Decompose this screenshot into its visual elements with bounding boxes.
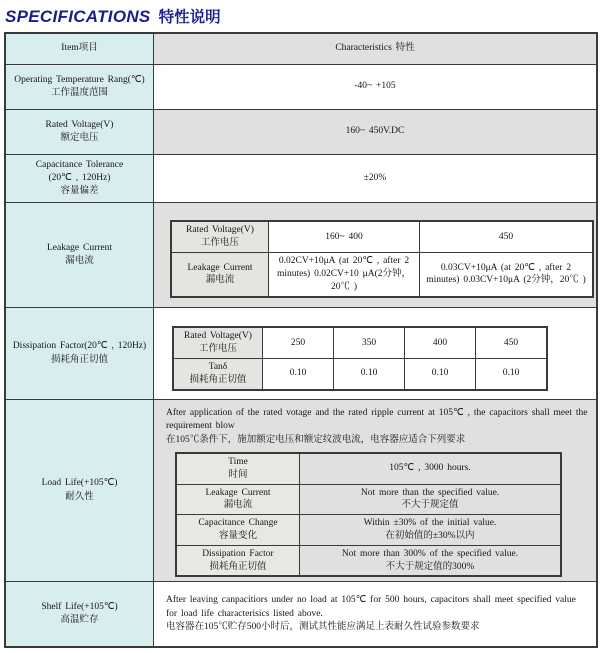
capacitance-tolerance-label-en: Capacitance Tolerance xyxy=(35,159,124,170)
leakage-nested-range1-cell: 160~ 400 xyxy=(269,221,420,252)
leakage-nested-header-label-en: Rated Voltage(V) xyxy=(186,225,254,236)
row-operating-temperature xyxy=(6,64,596,109)
row-rated-voltage xyxy=(6,109,596,154)
dissipation-voltage-cell: 350 xyxy=(334,327,405,358)
shelf-life-label-en: Shelf Life(+105℃) xyxy=(41,602,118,613)
leakage-current-value-cell xyxy=(154,203,596,307)
rated-voltage-label-zh: 额定电压 xyxy=(60,133,99,143)
page-title xyxy=(0,0,600,27)
load-life-intro xyxy=(166,407,588,447)
load-life-intro-zh: 在105℃条件下，施加额定电压和额定纹波电流，电容器应适合下列要求 xyxy=(166,434,466,445)
leakage-nested-range2-cell: 450 xyxy=(420,221,594,252)
operating-temperature-value: -40~ +105 xyxy=(354,81,396,92)
load-life-time-label-cell xyxy=(176,453,300,484)
dissipation-factor-label-en: Dissipation Factor(20℃ , 120Hz) xyxy=(12,341,147,352)
dissipation-voltage-cell: 400 xyxy=(405,327,476,358)
dissipation-factor-item-cell xyxy=(6,308,154,399)
capacitance-tolerance-label-zh: 容量偏差 xyxy=(60,186,99,197)
leakage-nested-row-label-cell xyxy=(171,253,269,297)
dissipation-tan-label-zh: 损耗角正切值 xyxy=(189,374,247,385)
row-capacitance-tolerance xyxy=(6,154,596,202)
load-life-item-cell xyxy=(6,400,154,581)
load-life-leakage-label-en: Leakage Current xyxy=(205,487,271,498)
shelf-life-text xyxy=(166,594,588,634)
dissipation-nested-header-label-en: Rated Voltage(V) xyxy=(184,331,252,342)
load-life-dissipation-value-zh: 不大于规定值的300% xyxy=(385,561,475,572)
load-life-dissipation-value-en: Not more than 300% of the specified value. xyxy=(341,548,519,559)
capacitance-tolerance-label-en2: (20℃ , 120Hz) xyxy=(48,172,111,183)
load-life-nested-table xyxy=(175,452,562,578)
load-life-label-zh: 耐久性 xyxy=(65,491,94,502)
header-item-cell xyxy=(6,34,154,64)
rated-voltage-label-en: Rated Voltage(V) xyxy=(45,119,114,130)
shelf-life-label-zh: 高温贮存 xyxy=(60,615,99,626)
shelf-life-text-zh: 电容器在105℃贮存500小时后，测试其性能应满足上表耐久性试验参数要求 xyxy=(166,622,480,633)
dissipation-nested-tan-row xyxy=(173,359,547,390)
operating-temperature-label-zh: 工作温度范围 xyxy=(50,88,108,98)
shelf-life-value-cell xyxy=(154,582,596,646)
load-life-leakage-label-zh: 漏电流 xyxy=(223,500,253,511)
page-title-en: SPECIFICATIONS xyxy=(5,7,151,26)
load-life-intro-en: After application of the rated votage and the rated ripple current at 105℃ , the capacitors shall meet the requirement blow xyxy=(166,408,588,432)
header-characteristics-label: Characteristics 特性 xyxy=(335,43,415,54)
dissipation-tan-value-cell: 0.10 xyxy=(334,359,405,390)
dissipation-factor-label-zh: 损耗角正切值 xyxy=(50,354,108,365)
rated-voltage-value: 160~ 450V.DC xyxy=(345,126,405,137)
load-life-leakage-label-cell xyxy=(176,484,300,515)
load-life-time-value-cell xyxy=(300,453,562,484)
load-life-dissipation-label-cell xyxy=(176,545,300,576)
dissipation-tan-label-en: Tanδ xyxy=(208,362,228,372)
leakage-current-nested-table xyxy=(170,220,594,297)
load-life-capacitance-value-cell xyxy=(300,515,562,546)
leakage-nested-row-label-zh: 漏电流 xyxy=(205,275,235,286)
leakage-current-nested-table-wrap xyxy=(170,220,594,297)
load-life-row-time xyxy=(176,453,561,484)
header-characteristics-cell xyxy=(154,34,596,64)
leakage-nested-value1-cell: 0.02CV+10μA (at 20℃ , after 2 minutes) 0.02CV+10 μA(2分钟，20℃ ) xyxy=(269,253,420,297)
load-life-time-value-en: 105℃ , 3000 hours. xyxy=(389,463,471,474)
load-life-row-dissipation xyxy=(176,545,561,576)
leakage-current-label-zh: 漏电流 xyxy=(65,256,94,266)
rated-voltage-value-cell xyxy=(154,110,596,154)
load-life-row-leakage xyxy=(176,484,561,515)
load-life-leakage-value-cell xyxy=(300,484,562,515)
page-title-zh: 特性说明 xyxy=(158,9,221,26)
capacitance-tolerance-value: ±20% xyxy=(363,172,387,183)
specifications-table xyxy=(4,32,598,648)
dissipation-tan-value-cell: 0.10 xyxy=(476,359,548,390)
leakage-nested-header-row xyxy=(171,221,593,252)
header-item-label: Item项目 xyxy=(61,43,98,54)
load-life-capacitance-label-zh: 容量变化 xyxy=(218,530,257,541)
row-leakage-current xyxy=(6,202,596,307)
load-life-time-label-en: Time xyxy=(228,456,248,467)
load-life-capacitance-label-cell xyxy=(176,515,300,546)
load-life-row-capacitance xyxy=(176,515,561,546)
dissipation-tan-value-cell: 0.10 xyxy=(263,359,334,390)
leakage-nested-header-label-zh: 工作电压 xyxy=(200,238,239,249)
capacitance-tolerance-item-cell xyxy=(6,155,154,202)
load-life-leakage-value-en: Not more than the specified value. xyxy=(360,487,500,498)
dissipation-nested-table xyxy=(172,326,548,390)
load-life-nested-table-wrap xyxy=(175,452,562,578)
dissipation-voltage-cell: 250 xyxy=(263,327,334,358)
leakage-nested-header-label-cell xyxy=(171,221,269,252)
load-life-label-en: Load Life(+105℃) xyxy=(41,478,118,489)
shelf-life-item-cell xyxy=(6,582,154,646)
operating-temperature-item-cell xyxy=(6,65,154,109)
load-life-leakage-value-zh: 不大于规定值 xyxy=(401,500,459,511)
load-life-capacitance-value-en: Within ±30% of the initial value. xyxy=(363,518,497,529)
load-life-dissipation-label-en: Dissipation Factor xyxy=(202,548,274,559)
load-life-time-label-zh: 时间 xyxy=(228,469,248,480)
row-load-life xyxy=(6,399,596,581)
dissipation-factor-value-cell xyxy=(154,308,596,399)
leakage-nested-row-label-en: Leakage Current xyxy=(187,262,253,273)
dissipation-tan-value-cell: 0.10 xyxy=(405,359,476,390)
capacitance-tolerance-value-cell xyxy=(154,155,596,202)
load-life-dissipation-value-cell xyxy=(300,545,562,576)
row-dissipation-factor xyxy=(6,307,596,399)
dissipation-voltage-cell: 450 xyxy=(476,327,548,358)
dissipation-nested-table-wrap xyxy=(172,326,548,390)
table-header-row xyxy=(6,34,596,64)
operating-temperature-label-en: Operating Temperature Rang(℃) xyxy=(14,74,145,85)
dissipation-tan-label-cell xyxy=(173,359,263,390)
load-life-dissipation-label-zh: 损耗角正切值 xyxy=(209,561,267,572)
operating-temperature-value-cell xyxy=(154,65,596,109)
rated-voltage-item-cell xyxy=(6,110,154,154)
leakage-nested-value-row xyxy=(171,253,593,297)
dissipation-nested-header-label-cell xyxy=(173,327,263,358)
dissipation-nested-header-row xyxy=(173,327,547,358)
load-life-value-cell xyxy=(154,400,596,581)
leakage-current-label-en: Leakage Current xyxy=(46,242,113,253)
dissipation-nested-header-label-zh: 工作电压 xyxy=(198,344,237,355)
load-life-capacitance-value-zh: 在初始值的±30%以内 xyxy=(385,530,475,541)
row-shelf-life xyxy=(6,581,596,646)
shelf-life-text-en: After leaving canpacitiors under no load at 105℃ for 500 hours, capacitors shall meet specified value for load life characterisics listed above. xyxy=(166,595,576,619)
leakage-current-item-cell xyxy=(6,203,154,307)
load-life-capacitance-label-en: Capacitance Change xyxy=(198,518,278,529)
leakage-nested-value2-cell: 0.03CV+10μA (at 20℃ , after 2 minutes) 0.03CV+10μA (2分钟，20℃ ) xyxy=(420,253,594,297)
